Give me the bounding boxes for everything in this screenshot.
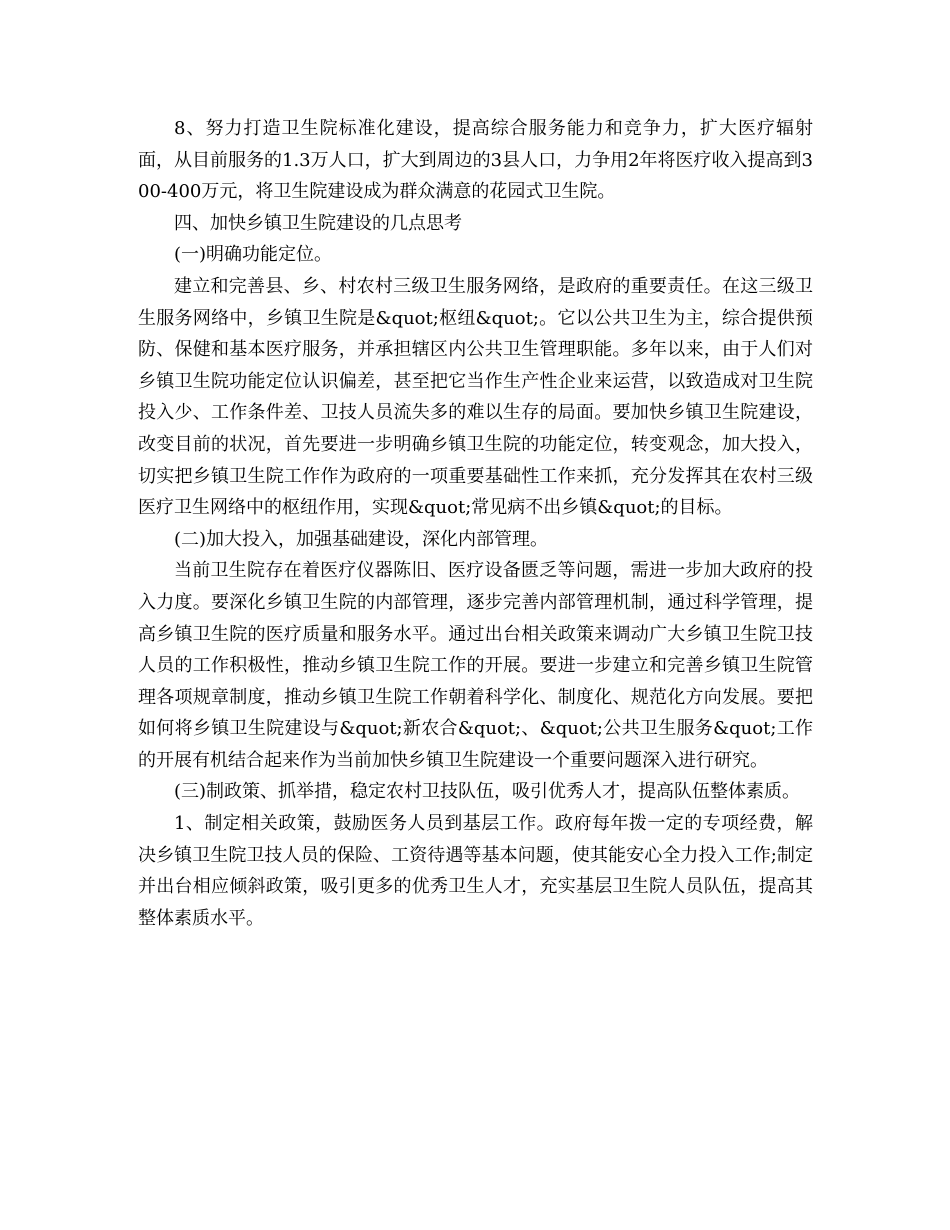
subheading-function-positioning: (一)明确功能定位。: [174, 244, 333, 266]
paragraph-encourage-staff: 1、制定相关政策，鼓励医务人员到基层工作。政府每年拨一定的专项经费，解决乡镇卫生院卫技人员的保险、工资待遇等基本问题，使其能安心全力投入工作;制定并出台相应倾斜政策，吸引更多的优秀卫生人才，充实基层卫生院人员队伍，提高其整体素质水平。: [138, 813, 813, 929]
paragraph-medical-radiation: 8、努力打造卫生院标准化建设，提高综合服务能力和竞争力，扩大医疗辐射面，从目前服务的1.3万人口，扩大到周边的3县人口，力争用2年将医疗收入提高到300-400万元，将卫生院建设成为群众满意的花园式卫生院。: [138, 118, 813, 203]
paragraph-internal-management: 当前卫生院存在着医疗仪器陈旧、医疗设备匮乏等问题，需进一步加大政府的投入力度。要深化乡镇卫生院的内部管理，逐步完善内部管理机制，通过科学管理，提高乡镇卫生院的医疗质量和服务水平。通过出台相关政策来调动广大乡镇卫生院卫技人员的工作积极性，推动乡镇卫生院工作的开展。要进一步建立和完善乡镇卫生院管理各项规章制度，推动乡镇卫生院工作朝着科学化、制度化、规范化方向发展。要把如何将乡镇卫生院建设与&quot;新农合&quot;、&quot;公共卫生服务&quot;工作的开展有机结合起来作为当前加快乡镇卫生院建设一个重要问题深入进行研究。: [138, 560, 813, 771]
paragraph-three-tier-network: 建立和完善县、乡、村农村三级卫生服务网络，是政府的重要责任。在这三级卫生服务网络中，乡镇卫生院是&quot;枢纽&quot;。它以公共卫生为主，综合提供预防、保健和基本医疗服务，并承担辖区内公共卫生管理职能。多年以来，由于人们对乡镇卫生院功能定位认识偏差，甚至把它当作生产性企业来运营，以致造成对卫生院投入少、工作条件差、卫技人员流失多的难以生存的局面。要加快乡镇卫生院建设，改变目前的状况，首先要进一步明确乡镇卫生院的功能定位，转变观念，加大投入，切实把乡镇卫生院工作作为政府的一项重要基础性工作来抓，充分发挥其在农村三级医疗卫生网络中的枢纽作用，实现&quot;常见病不出乡镇&quot;的目标。: [138, 275, 813, 519]
subheading-policy-measures: (三)制政策、抓举措，稳定农村卫技队伍，吸引优秀人才，提高队伍整体素质。: [174, 781, 801, 803]
subheading-increase-investment: (二)加大投入，加强基础建设，深化内部管理。: [174, 528, 549, 550]
document-body: [138, 113, 813, 934]
section-heading-four: 四、加快乡镇卫生院建设的几点思考: [174, 212, 462, 234]
